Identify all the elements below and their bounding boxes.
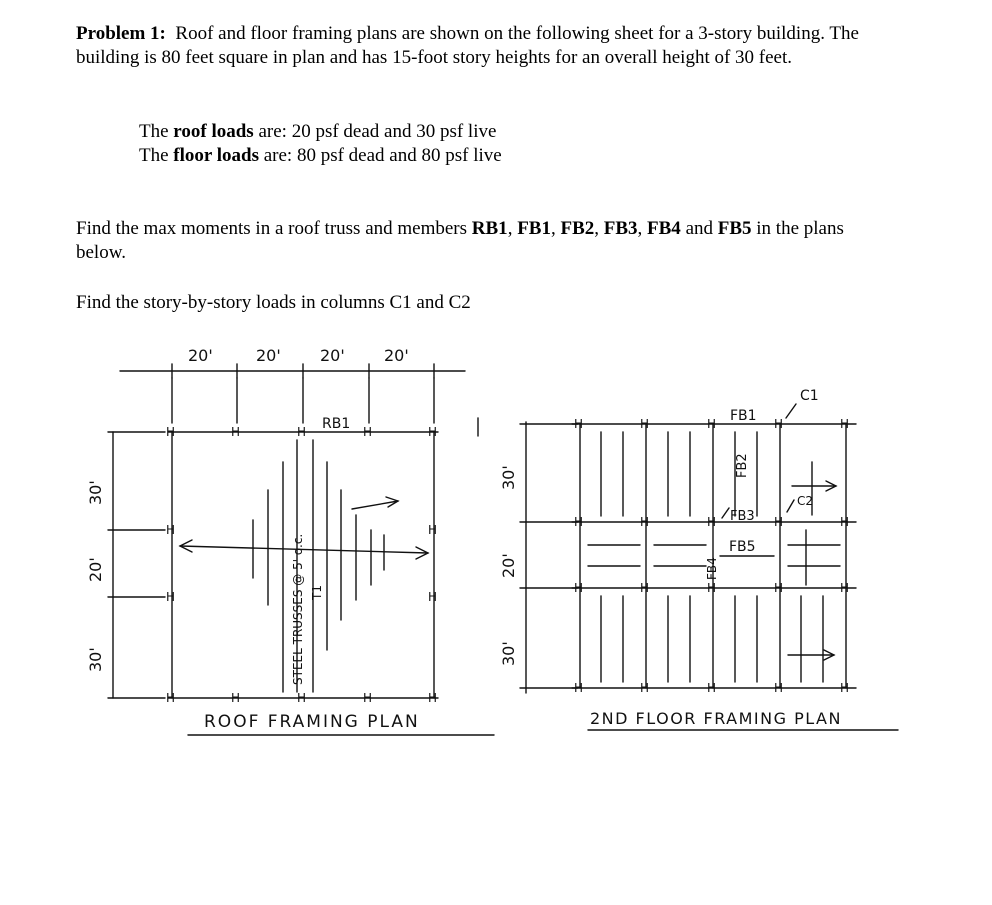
svg-text:H: H <box>774 581 784 595</box>
member-fb5: FB5 <box>717 218 752 239</box>
svg-text:H: H <box>574 581 584 595</box>
member-fb1: FB1 <box>517 218 551 239</box>
floor-left-dimension-ticks <box>520 424 578 688</box>
roof-side-dim-3: 30' <box>86 647 105 672</box>
svg-text:H: H <box>774 515 784 529</box>
floor-label-c1: C1 <box>800 388 819 404</box>
svg-text:H: H <box>707 681 717 695</box>
roof-framing-plan <box>86 346 494 735</box>
roof-dim-2: 20' <box>256 346 281 365</box>
floor-loads-label: floor loads <box>173 145 259 166</box>
problem-label: Problem 1: <box>76 23 166 44</box>
q1-sep: , <box>594 218 604 239</box>
svg-text:H: H <box>574 681 584 695</box>
q1-sep: , <box>550 218 561 239</box>
svg-text:H: H <box>363 691 373 705</box>
floor-infill-beams-top <box>601 432 757 516</box>
svg-text:H: H <box>774 681 784 695</box>
svg-text:H: H <box>363 425 373 439</box>
q1-prefix: Find the max moments in a roof truss and members <box>76 218 472 239</box>
roof-side-dim-2: 20' <box>86 557 105 582</box>
svg-text:H: H <box>840 515 850 529</box>
svg-text:H: H <box>297 425 307 439</box>
roof-top-dims <box>188 346 409 365</box>
loads-block <box>139 120 502 168</box>
svg-text:H: H <box>774 417 784 431</box>
floor-side-dims <box>499 465 518 666</box>
svg-text:H: H <box>166 590 176 604</box>
member-rb1: RB1 <box>471 218 508 239</box>
svg-text:H: H <box>166 425 176 439</box>
roof-left-dimension-ticks <box>108 432 165 698</box>
problem-intro: Roof and floor framing plans are shown on the following sheet for a 3-story building. The building is 80 feet square in plan and has 15-foot story heights for an overall height of 30 feet. <box>76 23 859 68</box>
floor-direction-arrows <box>788 462 836 660</box>
svg-text:H: H <box>428 590 438 604</box>
floor-label-fb2: FB2 <box>735 453 750 478</box>
floor-label-fb4: FB4 <box>705 557 719 580</box>
question-columns: Find the story-by-story loads in columns C1 and C2 <box>76 292 471 313</box>
svg-text:H: H <box>231 691 241 705</box>
floor-column-marks <box>574 417 849 695</box>
roof-loads-label: roof loads <box>173 121 254 142</box>
roof-loads-prefix: The <box>139 121 174 142</box>
roof-side-dims <box>86 480 105 672</box>
svg-text:H: H <box>428 691 438 705</box>
floor-side-dim-1: 30' <box>499 465 518 490</box>
svg-text:H: H <box>640 515 650 529</box>
roof-plan-title: ROOF FRAMING PLAN <box>204 712 420 732</box>
roof-truss-label: STEEL TRUSSES @ 5' o.c. <box>291 533 305 685</box>
floor-loads-line <box>139 144 502 168</box>
q1-sep: and <box>680 218 718 239</box>
roof-beam-rb1-label: RB1 <box>322 416 351 432</box>
svg-text:H: H <box>840 417 850 431</box>
member-fb2: FB2 <box>560 218 595 239</box>
svg-text:H: H <box>166 523 176 537</box>
floor-label-fb3: FB3 <box>730 509 755 524</box>
floor-label-fb5: FB5 <box>729 539 756 555</box>
floor-girders <box>572 424 856 688</box>
floor-plan-title: 2ND FLOOR FRAMING PLAN <box>590 709 842 728</box>
svg-text:H: H <box>574 417 584 431</box>
svg-text:H: H <box>840 581 850 595</box>
svg-text:H: H <box>231 425 241 439</box>
roof-direction-arrow <box>352 497 398 509</box>
roof-dim-1: 20' <box>188 346 213 365</box>
floor-label-c2: C2 <box>797 494 814 508</box>
svg-text:H: H <box>166 691 176 705</box>
svg-text:H: H <box>428 425 438 439</box>
question-moments <box>76 217 896 265</box>
floor-loads-prefix: The <box>139 145 174 166</box>
q1-sep: , <box>507 218 518 239</box>
roof-top-dimension-ticks <box>172 364 434 423</box>
svg-text:H: H <box>574 515 584 529</box>
floor-side-dim-3: 30' <box>499 641 518 666</box>
floor-side-dim-2: 20' <box>499 553 518 578</box>
roof-side-dim-1: 30' <box>86 480 105 505</box>
floor-infill-beams-bottom <box>601 596 823 682</box>
svg-text:H: H <box>640 681 650 695</box>
floor-label-fb1: FB1 <box>730 408 757 424</box>
svg-text:H: H <box>707 417 717 431</box>
member-fb4: FB4 <box>647 218 681 239</box>
svg-text:H: H <box>840 681 850 695</box>
svg-text:H: H <box>707 515 717 529</box>
roof-trusses <box>253 440 384 692</box>
roof-dim-3: 20' <box>320 346 345 365</box>
roof-dim-4: 20' <box>384 346 409 365</box>
roof-truss-id: T1 <box>310 585 324 600</box>
q1-sep: , <box>637 218 648 239</box>
member-fb3: FB3 <box>603 218 638 239</box>
svg-text:H: H <box>640 417 650 431</box>
floor-loads-text: are: 80 psf dead and 80 psf live <box>258 145 502 166</box>
svg-text:H: H <box>297 691 307 705</box>
problem-statement <box>76 22 876 70</box>
floor-framing-plan <box>499 388 898 730</box>
svg-text:H: H <box>428 523 438 537</box>
roof-loads-line <box>139 120 502 144</box>
roof-loads-text: are: 20 psf dead and 30 psf live <box>253 121 497 142</box>
svg-text:H: H <box>640 581 650 595</box>
q1-suffix: in the plans below. <box>76 218 844 263</box>
floor-member-labels <box>705 388 819 580</box>
framing-plans-drawing <box>0 330 992 750</box>
svg-text:H: H <box>707 581 717 595</box>
